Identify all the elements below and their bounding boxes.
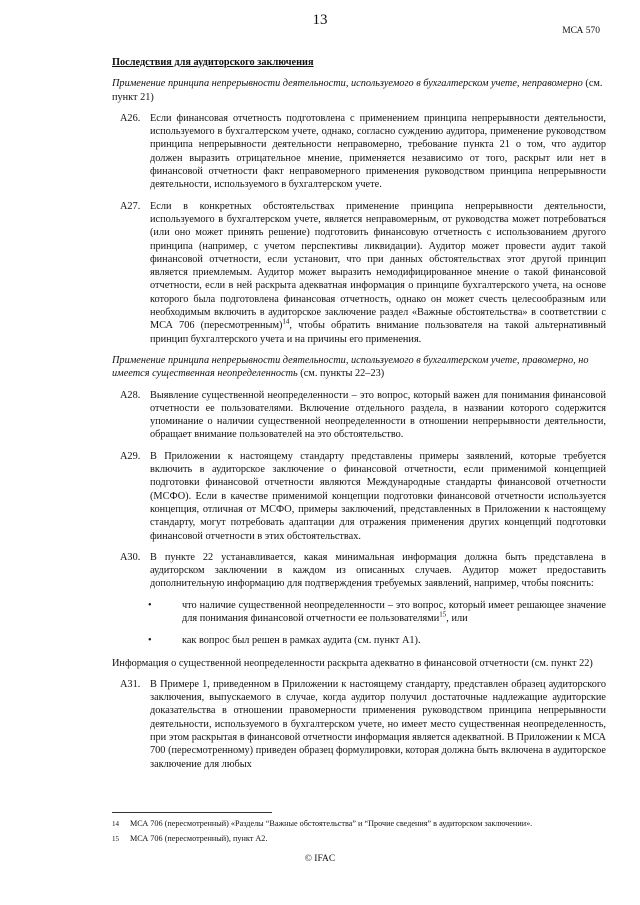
list-item-text <box>182 599 606 626</box>
footnote-number: 15 <box>112 835 119 843</box>
page-number: 13 <box>312 12 328 28</box>
subheading-reference: (см. пункты 22–23) <box>297 368 385 380</box>
list-item-tail: , или <box>446 612 468 624</box>
footnotes <box>112 818 606 848</box>
paragraph-number: A26. <box>120 112 141 124</box>
paragraph-text: В Приложении к настоящему стандарту представлены примеры заявлений, которые требуется включить в аудиторское заключение о финансовой отчетности, если применимой концепцией подготовки финансовой отчетности являются Международные стандарты финансовой отчетности (МСФО). Если в качестве применимой концепции подготовки финансовой отчетности используется концепция, отличная от МСФО, примеры заключений, представленных в Приложении к настоящему стандарту, могут потребовать адаптации для отражения применения других концепций подготовки финансовой отчетности в этих обстоятельствах. <box>150 450 606 542</box>
footnote-divider <box>112 812 272 813</box>
paragraph-a26 <box>112 112 606 192</box>
subheading-adequate-disclosure: Информация о существенной неопределенности раскрыта адекватно в финансовой отчетности (см. пункт 22) <box>112 657 593 669</box>
footnote-number: 14 <box>112 820 119 828</box>
document-code: МСА 570 <box>562 26 600 36</box>
paragraph-tail: , чтобы обратить внимание пользователя на такой альтернативный принцип бухгалтерского учета и на причины его применения. <box>150 320 606 345</box>
main-content <box>112 56 606 779</box>
paragraph-number: A30. <box>120 551 141 563</box>
paragraph-number: A28. <box>120 389 141 401</box>
paragraph-text: В Примере 1, приведенном в Приложении к настоящему стандарту, представлен образец аудиторского заключения, выпускаемого в случае, когда аудитор получил достаточные надлежащие аудиторские доказательства в отношении правомерности применения руководством принципа непрерывности деятельности, используемого в бухгалтерском учете, но имеет место существенная неопределенность, при этом раскрытая в финансовой отчетности информация является адекватной. В Приложении к МСА 700 (пересмотренному) приведен образец формулировки, которая должна быть включена в аудиторское заключение для любых <box>150 678 606 770</box>
list-item-text: как вопрос был решен в рамках аудита (см. пункт A1). <box>182 635 421 647</box>
footnote-ref-14[interactable]: 14 <box>282 317 290 326</box>
subheading-reference: (см. пункт 21) <box>112 78 603 103</box>
footnote-text: МСА 706 (пересмотренный), пункт А2. <box>130 834 268 843</box>
section-heading: Последствия для аудиторского заключения <box>112 57 314 68</box>
paragraph-text: Если финансовая отчетность подготовлена с применением принципа непрерывности деятельности, используемого в бухгалтерском учете, однако, согласно суждению аудитора, применение руководством принципа непрерывности деятельности неправомерно, требование пункта 21 о том, что аудитор должен выразить отрицательное мнение, применяется независимо от того, раскрыт или нет в финансовой отчетности факт неправомерного применения руководством принципа непрерывности деятельности, используемого в бухгалтерском учете. <box>150 112 606 191</box>
subheading-going-concern-inappropriate <box>112 77 606 104</box>
paragraph-a30 <box>112 551 606 591</box>
footnote-text: МСА 706 (пересмотренный) «Разделы “Важные обстоятельства” и “Прочие сведения” в аудиторском заключении». <box>130 819 533 828</box>
paragraph-body: Если в конкретных обстоятельствах применение принципа непрерывности деятельности, используемого в бухгалтерском учете, является неправомерным, от руководства может потребоваться (или оно может принять решение) подготовить финансовую отчетность с использованием другого принципа (например, с учетом перспективы ликвидации). Аудитор может провести аудит такой финансовой отчетности, если установит, что при данных обстоятельствах этот другой принцип является приемлемым. Аудитор может выразить немодифицированное мнение о такой финансовой отчетности, если в ней раскрыта адекватная информация о принципе бухгалтерского учета, на основе которого была подготовлена финансовая отчетность, однако он может счесть целесообразным или необходимым включить в аудиторское заключение раздел «Важные обстоятельства» в соответствии с МСА 706 (пересмотренным) <box>150 200 606 332</box>
paragraph-text: Выявление существенной неопределенности – это вопрос, который важен для понимания финансовой отчетности ее пользователями. Включение отдельного раздела, в названии которого содержится упоминание о наличии существенной неопределенности в отношении непрерывности деятельности, обращает внимание пользователей на это обстоятельство. <box>150 389 606 441</box>
copyright-footer: © IFAC <box>304 854 336 864</box>
paragraph-a27 <box>112 200 606 346</box>
footnote-14 <box>112 818 606 830</box>
subheading-going-concern-appropriate <box>112 354 606 381</box>
footnote-ref-15[interactable]: 15 <box>439 610 447 619</box>
paragraph-text: В пункте 22 устанавливается, какая минимальная информация должна быть представлена в аудиторском заключении в каждом из описанных случаев. Аудитор может предоставить дополнительную информацию для подтверждения требуемых заявлений, например, чтобы пояснить: <box>150 551 606 590</box>
list-item <box>112 599 606 626</box>
paragraph-number: A29. <box>120 450 141 462</box>
footnote-15 <box>112 833 606 845</box>
bullet-icon: • <box>148 599 152 611</box>
bullet-icon: • <box>148 635 152 647</box>
list-item-body: что наличие существенной неопределенности – это вопрос, который имеет решающее значение для понимания финансовой отчетности ее пользователями <box>182 599 606 624</box>
subheading-text: Применение принципа непрерывности деятельности, используемого в бухгалтерском учете, неправомерно <box>112 78 583 90</box>
list-item <box>112 634 606 647</box>
paragraph-number: A31. <box>120 678 141 690</box>
bullet-list <box>112 599 606 648</box>
paragraph-number: A27. <box>120 200 141 212</box>
paragraph-a31 <box>112 678 606 771</box>
paragraph-a28 <box>112 389 606 442</box>
paragraph-a29 <box>112 450 606 543</box>
subheading-text: Применение принципа непрерывности деятельности, используемого в бухгалтерском учете, правомерно, но имеется существенная неопределенность <box>112 354 589 380</box>
paragraph-text <box>150 200 606 346</box>
